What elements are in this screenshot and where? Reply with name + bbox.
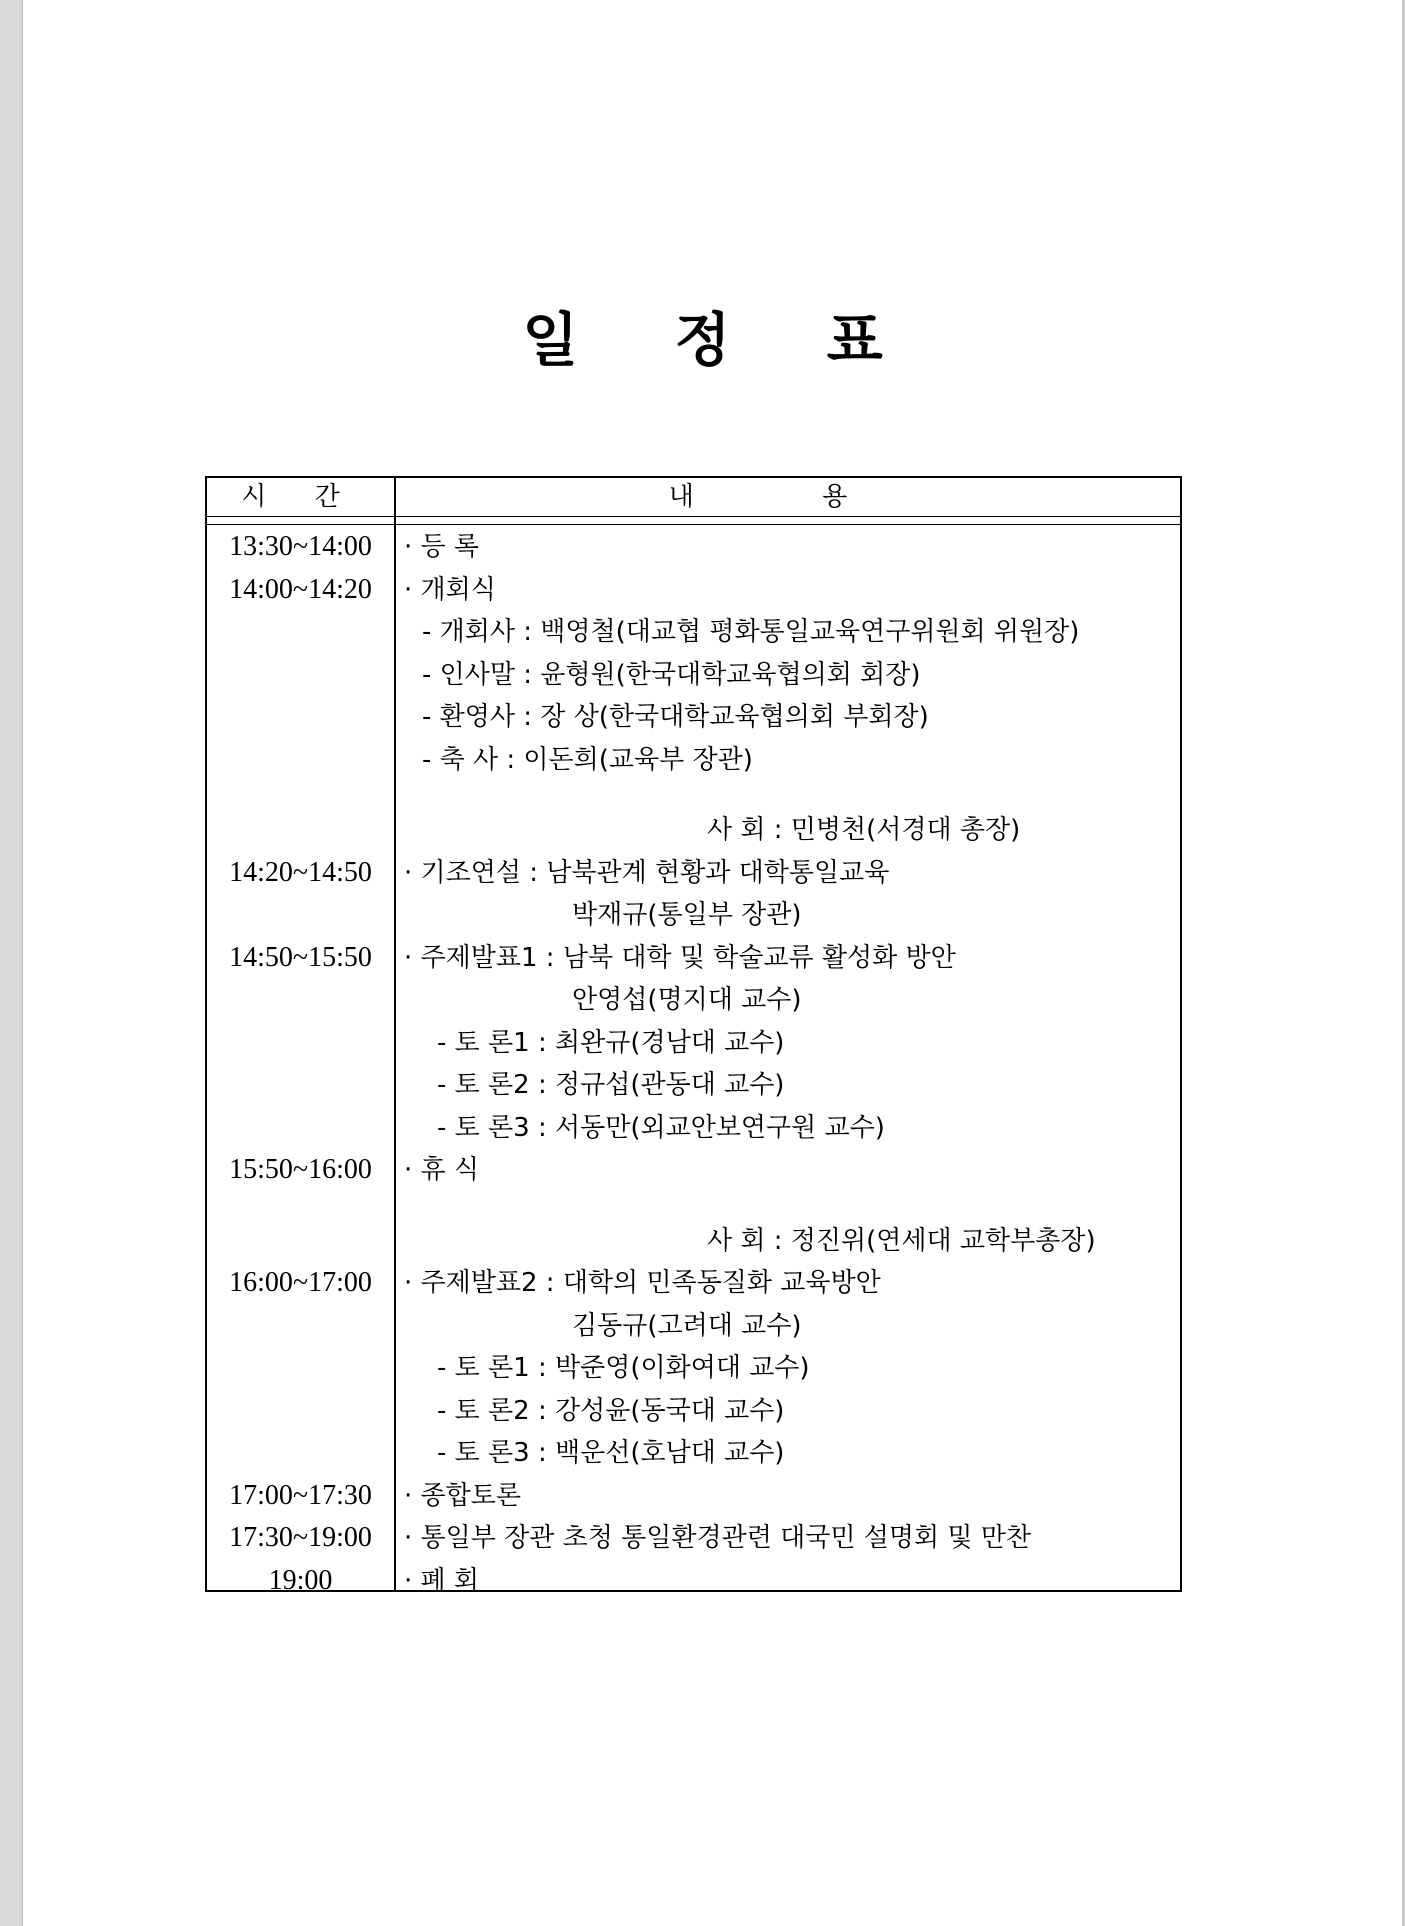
- row-time: 13:30~14:00: [229, 531, 372, 562]
- table-row: [207, 1064, 1180, 1107]
- row-content: - 토 론1 : 박준영(이화여대 교수): [437, 1353, 810, 1383]
- row-time: 16:00~17:00: [229, 1267, 372, 1298]
- row-time: 14:00~14:20: [229, 573, 372, 605]
- row-time: 19:00: [268, 1564, 333, 1596]
- row-content: · 주제발표2 : 대학의 민족동질화 교육방안: [404, 1268, 881, 1298]
- row-content: 박재규(통일부 장관): [572, 900, 802, 930]
- header-time: 시 간: [241, 482, 360, 512]
- row-content: - 개회사 : 백영철(대교협 평화통일교육연구위원회 위원장): [422, 617, 1080, 647]
- header-divider: [207, 516, 1180, 517]
- row-time: 17:00~17:30: [229, 1479, 372, 1511]
- row-content: 사 회 : 민병천(서경대 총장): [707, 815, 1021, 845]
- table-row: [207, 1305, 1180, 1348]
- table-row: [207, 1517, 1180, 1560]
- row-content: 김동규(고려대 교수): [572, 1310, 802, 1341]
- row-time: 17:30~19:00: [229, 1522, 372, 1553]
- row-content: - 토 론2 : 정규섭(관동대 교수): [437, 1070, 785, 1100]
- schedule-rows: [207, 526, 1180, 1602]
- row-content: · 기조연설 : 남북관계 현황과 대학통일교육: [404, 857, 890, 888]
- row-content: - 축 사 : 이돈희(교육부 장관): [422, 744, 753, 775]
- row-time: 14:50~15:50: [229, 941, 372, 973]
- table-row: [207, 696, 1180, 739]
- row-content: 안영섭(명지대 교수): [572, 985, 802, 1015]
- table-row: [207, 1347, 1180, 1390]
- header-divider-double: [207, 524, 1180, 525]
- table-row: [207, 1560, 1180, 1603]
- row-content: · 종합토론: [404, 1480, 521, 1511]
- row-time: 14:20~14:50: [229, 856, 372, 888]
- row-content: · 통일부 장관 초청 통일환경관련 대국민 설명회 및 만찬: [404, 1523, 1031, 1553]
- table-row: [207, 894, 1180, 937]
- table-row: [207, 1022, 1180, 1065]
- table-row: [207, 781, 1180, 809]
- table-row: [207, 1390, 1180, 1433]
- row-content: - 환영사 : 장 상(한국대학교육협의회 부회장): [422, 702, 929, 732]
- row-content: · 주제발표1 : 남북 대학 및 학술교류 활성화 방안: [404, 942, 956, 973]
- row-content: · 개회식: [404, 574, 496, 605]
- table-row: [207, 526, 1180, 569]
- table-row: [207, 611, 1180, 654]
- row-content: · 휴 식: [404, 1155, 480, 1185]
- table-row: [207, 1192, 1180, 1220]
- table-row: [207, 1220, 1180, 1263]
- table-row: [207, 1149, 1180, 1192]
- table-row: [207, 809, 1180, 852]
- table-row: [207, 1107, 1180, 1150]
- row-content: 사 회 : 정진위(연세대 교학부총장): [707, 1225, 1096, 1256]
- row-content: · 등 록: [404, 532, 480, 562]
- page-title: 일 정 표: [522, 306, 921, 374]
- table-row: [207, 1262, 1180, 1305]
- table-row: [207, 569, 1180, 612]
- row-content: - 토 론1 : 최완규(경남대 교수): [437, 1027, 785, 1058]
- row-content: - 인사말 : 윤형원(한국대학교육협의회 회장): [422, 659, 921, 690]
- table-row: [207, 852, 1180, 895]
- header-content: 내 용: [668, 482, 908, 512]
- row-content: - 토 론3 : 서동만(외교안보연구원 교수): [437, 1112, 885, 1143]
- table-row: [207, 739, 1180, 782]
- table-row: [207, 1432, 1180, 1475]
- row-content: - 토 론3 : 백운선(호남대 교수): [437, 1438, 785, 1468]
- row-content: - 토 론2 : 강성윤(동국대 교수): [437, 1395, 785, 1426]
- row-content: · 폐 회: [404, 1565, 480, 1596]
- row-time: 15:50~16:00: [229, 1154, 372, 1185]
- table-row: [207, 937, 1180, 980]
- table-row: [207, 654, 1180, 697]
- table-row: [207, 1475, 1180, 1518]
- schedule-table: [205, 476, 1182, 1596]
- table-row: [207, 979, 1180, 1022]
